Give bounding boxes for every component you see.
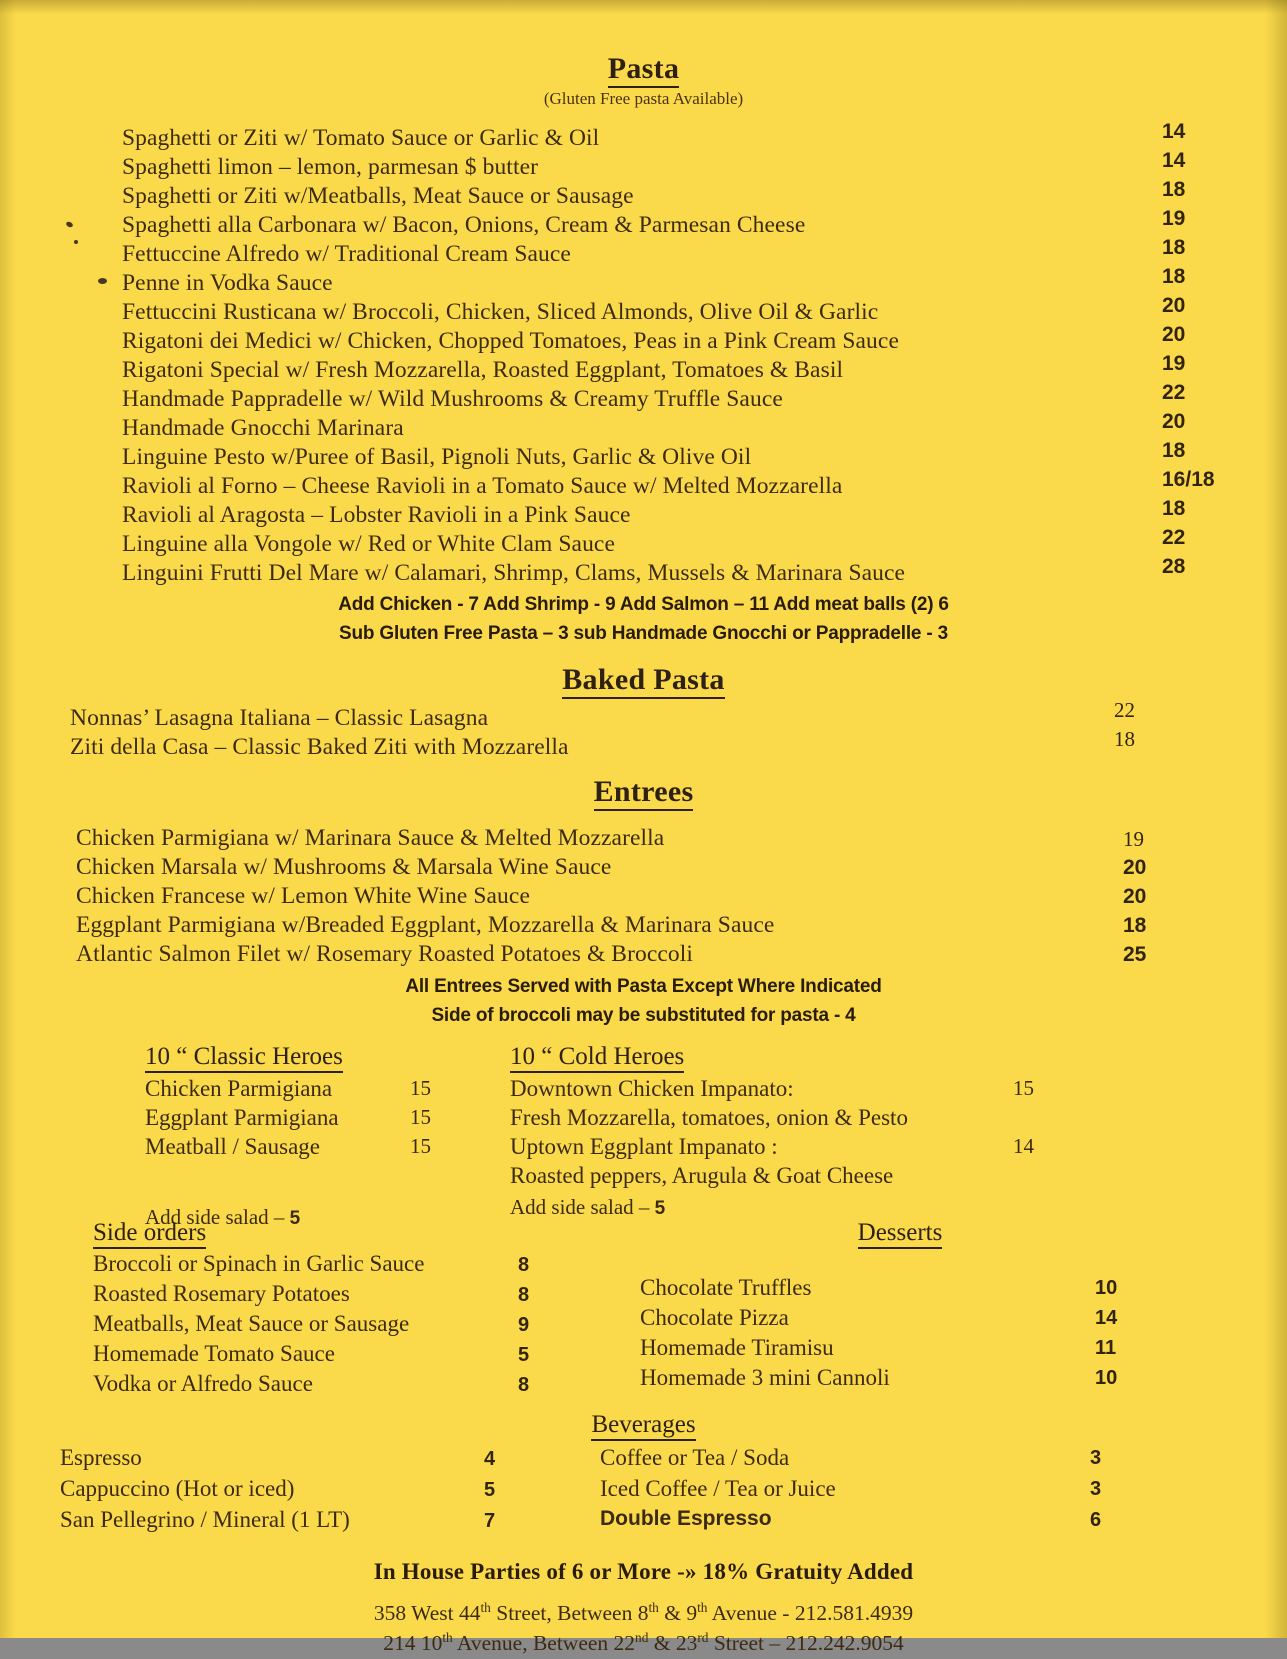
item-price: 15: [410, 1076, 431, 1100]
side-orders-heading-text: Side orders: [93, 1219, 206, 1249]
item-name: Spaghetti or Ziti w/Meatballs, Meat Sauce or Sausage: [122, 183, 634, 209]
item-price: 22: [1162, 526, 1186, 549]
item-name: Eggplant Parmigiana: [145, 1105, 339, 1130]
item-name: Iced Coffee / Tea or Juice: [600, 1476, 836, 1501]
item-name: Chicken Francese w/ Lemon White Wine Sauce: [76, 883, 530, 909]
item-price: 18: [1162, 497, 1186, 520]
menu-item-row: [122, 236, 1227, 270]
classic-heroes-column: [145, 1043, 431, 1230]
address-text: Street – 212.242.9054: [708, 1630, 904, 1655]
item-name: Linguini Frutti Del Mare w/ Calamari, Shrimp, Clams, Mussels & Marinara Sauce: [122, 560, 906, 586]
address-text: & 9: [658, 1601, 698, 1626]
cold-heroes-heading: [510, 1043, 908, 1071]
cold-heroes-column: [510, 1043, 1034, 1220]
item-name: Spaghetti or Ziti w/ Tomato Sauce or Garlic & Oil: [122, 125, 600, 151]
item-name: Spaghetti alla Carbonara w/ Bacon, Onions, Cream & Parmesan Cheese: [122, 212, 806, 238]
address-text: Avenue, Between 22: [452, 1630, 636, 1655]
item-price: 20: [1162, 323, 1186, 346]
item-price: 14: [1162, 149, 1186, 172]
sides-desserts-section: [60, 1219, 1227, 1409]
item-name: Linguine alla Vongole w/ Red or White Clam Sauce: [122, 531, 615, 557]
item-price: 8: [518, 1254, 530, 1276]
ordinal-suffix: rd: [697, 1629, 709, 1645]
menu-item-row: [122, 352, 1227, 386]
item-price: 8: [518, 1374, 530, 1396]
item-price: 18: [1162, 439, 1186, 462]
menu-item-row: [122, 265, 1227, 299]
dessert-item-row: [640, 1305, 1160, 1335]
item-price: 7: [484, 1510, 496, 1532]
menu-item-row: [76, 912, 1227, 941]
side-orders-heading: [93, 1219, 424, 1247]
entrees-served-note: All Entrees Served with Pasta Except Where Indicated: [405, 976, 882, 997]
menu-item-row: [76, 941, 1227, 970]
side-orders-column: [93, 1219, 530, 1401]
item-name: Handmade Gnocchi Marinara: [122, 415, 404, 441]
item-price: 18: [1162, 178, 1186, 201]
ordinal-suffix: th: [697, 1600, 708, 1615]
entrees-section: [60, 775, 1227, 1027]
add-side-salad-price: 5: [654, 1198, 666, 1219]
ordinal-suffix: th: [480, 1600, 491, 1615]
item-name: Uptown Eggplant Impanato :: [510, 1134, 778, 1159]
add-side-salad-label: Add side salad –: [510, 1195, 655, 1219]
beverages-heading-text: Beverages: [591, 1411, 695, 1441]
add-side-salad-label: Add side salad –: [145, 1205, 290, 1229]
item-price: 14: [1013, 1134, 1034, 1158]
menu-item-row: [122, 294, 1227, 328]
menu-footer: [60, 1559, 1227, 1659]
item-price: 15: [1013, 1076, 1034, 1100]
item-description: Fresh Mozzarella, tomatoes, onion & Pesto: [510, 1105, 908, 1130]
beverages-rows: [60, 1445, 1227, 1538]
address-line-1: [60, 1599, 1227, 1629]
item-price: 4: [484, 1448, 496, 1470]
desserts-heading: [640, 1219, 1160, 1247]
address-text: & 23: [648, 1630, 698, 1655]
cold-add-side-salad: [510, 1195, 908, 1220]
item-price: 20: [1162, 294, 1186, 317]
dessert-item-row: [640, 1335, 1160, 1365]
item-price: 10: [1095, 1277, 1118, 1299]
item-price: 22: [1162, 381, 1186, 404]
item-name: Meatball / Sausage: [145, 1134, 321, 1159]
menu-item-row: [122, 120, 1227, 154]
address-text: 214 10: [383, 1630, 443, 1655]
item-price: 18: [1162, 265, 1186, 288]
item-price: 19: [1123, 827, 1144, 851]
item-name: Atlantic Salmon Filet w/ Rosemary Roasted Potatoes & Broccoli: [76, 941, 694, 967]
item-name: Coffee or Tea / Soda: [600, 1445, 790, 1470]
item-name: Chicken Parmigiana w/ Marinara Sauce & Melted Mozzarella: [76, 825, 665, 851]
side-item-row: [93, 1281, 530, 1311]
item-price: 15: [410, 1105, 431, 1129]
desserts-column: [640, 1219, 1160, 1395]
beverage-item-row: [600, 1476, 1120, 1507]
address-text: Street, Between 8: [490, 1601, 649, 1626]
item-name: Handmade Pappradelle w/ Wild Mushrooms & Creamy Truffle Sauce: [122, 386, 783, 412]
item-name: Cappuccino (Hot or iced): [60, 1476, 295, 1501]
item-name: Eggplant Parmigiana w/Breaded Eggplant, Mozzarella & Marinara Sauce: [76, 912, 775, 938]
pasta-substitution-note: Sub Gluten Free Pasta – 3 sub Handmade Gnocchi or Pappradelle - 3: [339, 623, 948, 644]
add-side-salad-price: 5: [289, 1208, 301, 1229]
side-item-row: [93, 1311, 530, 1341]
pasta-heading: [60, 52, 1227, 86]
beverages-right-column: [600, 1445, 1120, 1538]
item-name: Ravioli al Forno – Cheese Ravioli in a Tomato Sauce w/ Melted Mozzarella: [122, 473, 843, 499]
item-price: 14: [1095, 1307, 1118, 1329]
item-name: Double Espresso: [600, 1507, 772, 1530]
address-text: 358 West 44: [373, 1601, 481, 1626]
entrees-item-list: [60, 825, 1227, 970]
baked-pasta-heading-text: Baked Pasta: [562, 663, 725, 699]
item-name: Chocolate Truffles: [640, 1275, 812, 1300]
item-name: San Pellegrino / Mineral (1 LT): [60, 1507, 350, 1532]
item-name: Roasted Rosemary Potatoes: [93, 1281, 350, 1306]
item-name: Nonnas’ Lasagna Italiana – Classic Lasagna: [70, 705, 489, 731]
item-price: 6: [1090, 1509, 1102, 1531]
item-price: 19: [1162, 352, 1186, 375]
item-name: Ravioli al Aragosta – Lobster Ravioli in a Pink Sauce: [122, 502, 631, 528]
hero-item-row: [510, 1076, 1034, 1105]
item-price: 28: [1162, 555, 1186, 578]
item-name: Fettuccini Rusticana w/ Broccoli, Chicken, Sliced Almonds, Olive Oil & Garlic: [122, 299, 879, 325]
item-price: 9: [518, 1314, 530, 1336]
item-price: 22: [1114, 698, 1135, 722]
item-price: 14: [1162, 120, 1186, 143]
menu-item-row: [122, 555, 1227, 589]
item-name: Vodka or Alfredo Sauce: [93, 1371, 313, 1396]
pasta-heading-text: Pasta: [608, 52, 680, 88]
item-name: Ziti della Casa – Classic Baked Ziti with Mozzarella: [70, 734, 569, 760]
desserts-item-list: [640, 1275, 1160, 1395]
hero-item-row: [145, 1134, 431, 1163]
item-price: 25: [1123, 943, 1147, 966]
item-name: Chocolate Pizza: [640, 1305, 789, 1330]
menu-item-row: [122, 178, 1227, 212]
menu-item-row: [76, 825, 1227, 854]
item-price: 5: [484, 1479, 496, 1501]
classic-heroes-heading: [145, 1043, 343, 1071]
menu-item-row: [76, 883, 1227, 912]
item-price: 18: [1114, 727, 1135, 751]
desserts-heading-text: Desserts: [858, 1219, 943, 1249]
item-name: Chicken Marsala w/ Mushrooms & Marsala Wine Sauce: [76, 854, 612, 880]
cold-heroes-heading-text: 10 “ Cold Heroes: [510, 1043, 684, 1073]
item-price: 20: [1162, 410, 1186, 433]
item-name: Rigatoni Special w/ Fresh Mozzarella, Roasted Eggplant, Tomatoes & Basil: [122, 357, 844, 383]
address-block: [60, 1599, 1227, 1659]
item-name: Chicken Parmigiana: [145, 1076, 333, 1101]
pasta-subheading: (Gluten Free pasta Available): [543, 89, 744, 108]
menu-item-row: [70, 727, 1227, 763]
menu-item-row: [122, 207, 1227, 241]
item-name: Meatballs, Meat Sauce or Sausage: [93, 1311, 410, 1336]
item-price: 20: [1123, 885, 1147, 908]
hero-item-row: [145, 1105, 431, 1134]
beverage-item-row: [600, 1507, 1120, 1538]
address-text: Avenue - 212.581.4939: [707, 1601, 914, 1626]
hero-item-row: [510, 1134, 1034, 1163]
ordinal-suffix: th: [648, 1600, 659, 1615]
item-price: 19: [1162, 207, 1186, 230]
item-description: Roasted peppers, Arugula & Goat Cheese: [510, 1163, 894, 1188]
item-price: 18: [1123, 914, 1147, 937]
item-price: 5: [518, 1344, 530, 1366]
ordinal-suffix: th: [442, 1629, 453, 1645]
item-name: Homemade 3 mini Cannoli: [640, 1365, 890, 1390]
classic-heroes-heading-text: 10 “ Classic Heroes: [145, 1043, 343, 1073]
beverages-heading: [60, 1411, 1227, 1439]
menu-item-row: [122, 439, 1227, 473]
item-name: Broccoli or Spinach in Garlic Sauce: [93, 1251, 425, 1276]
menu-item-row: [122, 323, 1227, 357]
dessert-item-row: [640, 1365, 1160, 1395]
menu-item-row: [122, 468, 1227, 502]
item-name: Homemade Tiramisu: [640, 1335, 834, 1360]
beverage-item-row: [600, 1445, 1120, 1476]
menu-item-row: [70, 698, 1227, 734]
menu-item-row: [122, 381, 1227, 415]
item-name: Downtown Chicken Impanato:: [510, 1076, 794, 1101]
side-item-row: [93, 1251, 530, 1281]
beverages-section: [60, 1411, 1227, 1541]
item-name: Espresso: [60, 1445, 142, 1470]
item-price: 15: [410, 1134, 431, 1158]
hero-item-row: [145, 1076, 431, 1105]
pasta-add-ons-note: Add Chicken - 7 Add Shrimp - 9 Add Salmon – 11 Add meat balls (2) 6: [338, 594, 949, 615]
menu-item-row: [122, 526, 1227, 560]
item-price: 3: [1090, 1447, 1102, 1469]
item-name: Linguine Pesto w/Puree of Basil, Pignoli Nuts, Garlic & Olive Oil: [122, 444, 752, 470]
address-line-2: [60, 1629, 1227, 1659]
item-price: 10: [1095, 1367, 1118, 1389]
ordinal-suffix: nd: [635, 1629, 649, 1645]
side-item-row: [93, 1371, 530, 1401]
heroes-section: [60, 1043, 1227, 1229]
item-price: 11: [1095, 1337, 1117, 1359]
entrees-heading-text: Entrees: [594, 775, 694, 811]
menu-item-row: [76, 854, 1227, 883]
side-item-row: [93, 1341, 530, 1371]
gratuity-note: In House Parties of 6 or More -» 18% Gratuity Added: [373, 1559, 914, 1584]
item-price: 16/18: [1162, 468, 1215, 491]
item-price: 8: [518, 1284, 530, 1306]
item-name: Fettuccine Alfredo w/ Traditional Cream Sauce: [122, 241, 571, 267]
menu-item-row: [122, 497, 1227, 531]
item-price: 3: [1090, 1478, 1102, 1500]
baked-pasta-heading: [60, 663, 1227, 697]
menu-item-row: [122, 149, 1227, 183]
item-name: Rigatoni dei Medici w/ Chicken, Chopped Tomatoes, Peas in a Pink Cream Sauce: [122, 328, 899, 354]
entrees-broccoli-note: Side of broccoli may be substituted for pasta - 4: [431, 1005, 856, 1026]
baked-pasta-item-list: [60, 698, 1227, 763]
pasta-item-list: [60, 120, 1227, 589]
dessert-item-row: [640, 1275, 1160, 1305]
pasta-section: [60, 0, 1227, 645]
entrees-heading: [60, 775, 1227, 809]
item-name: Homemade Tomato Sauce: [93, 1341, 335, 1366]
item-name: Penne in Vodka Sauce: [122, 270, 333, 296]
item-price: 20: [1123, 856, 1147, 879]
menu-item-row: [122, 410, 1227, 444]
baked-pasta-section: [60, 663, 1227, 763]
item-name: Spaghetti limon – lemon, parmesan $ butter: [122, 154, 539, 180]
item-price: 18: [1162, 236, 1186, 259]
